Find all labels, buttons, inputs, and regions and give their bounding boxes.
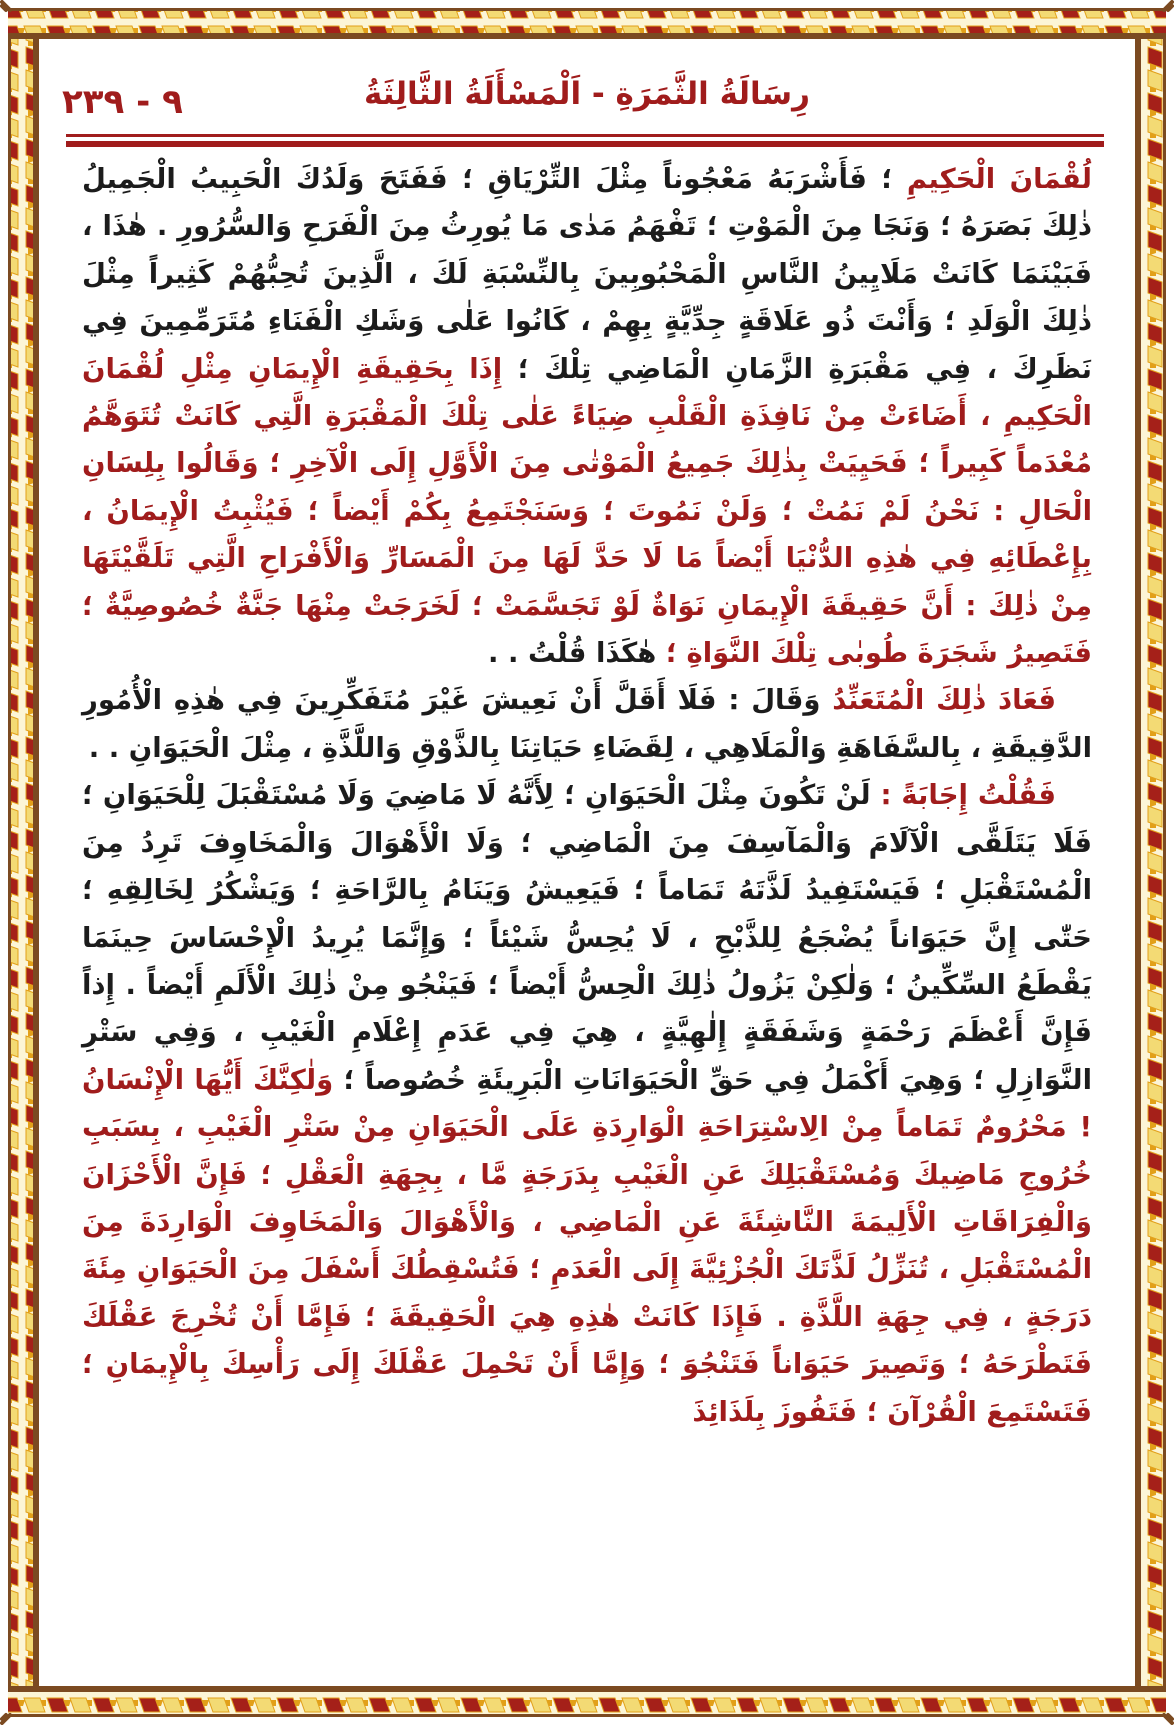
page-number: ٩ - ٢٣٩	[62, 82, 183, 122]
text-run: إِذَا بِحَقِيقَةِ الْإِيمَانِ مِثْلِ لُقْمَانَ الْحَكِيمِ ، أَضَاءَتْ مِنْ نَافِذَةِ الْقَلْبِ ضِيَاءً عَلٰى تِلْكَ الْمَقْبَرَةِ الَّتِي كَانَتْ تُتَوَهَّمُ مُعْدَماً كَبِيراً ؛ فَحَيِيَتْ بِذٰلِكَ جَمِيعُ الْمَوْتٰى مِنَ الْأَوَّلِ إِلَى الْآخِرِ ؛ وَقَالُوا بِلِسَانِ الْحَالِ : نَحْنُ لَمْ نَمُتْ ؛ وَلَنْ نَمُوتَ ؛ وَسَنَجْتَمِعُ بِكُمْ أَيْضاً ؛ فَيُثْبِتُ الْإِيمَانُ ، بِإِعْطَائِهِ فِي هٰذِهِ الدُّنْيَا أَيْضاً مَا لَا حَدَّ لَهَا مِنَ الْمَسَارِّ وَالْأَفْرَاحِ الَّتِي تَلَقَّيْتَهَا مِنْ ذٰلِكَ : أَنَّ حَقِيقَةَ الْإِيمَانِ نَوَاةٌ لَوْ تَجَسَّمَتْ ؛ لَخَرَجَتْ مِنْهَا جَنَّةٌ خُصُوصِيَّةٌ ؛ فَتَصِيرُ شَجَرَةَ طُوبٰى تِلْكَ النَّوَاةِ ؛	[82, 352, 1092, 670]
paragraph	[82, 156, 1092, 677]
text-run: ؛ فَأَشْرَبَهُ مَعْجُوناً مِثْلَ التِّرْيَاقِ ؛ فَفَتَحَ وَلَدُكَ الْحَبِيبُ الْجَمِيلُ ذٰلِكَ بَصَرَهُ ؛ وَنَجَا مِنَ الْمَوْتِ ؛ تَفْهَمُ مَدٰى مَا يُورِثُ مِنَ الْفَرَحِ وَالسُّرُورِ . هٰذَا ، فَبَيْنَمَا كَانَتْ مَلَايِينُ النَّاسِ الْمَحْبُوبِينَ بِالنِّسْبَةِ لَكَ ، الَّذِينَ تُحِبُّهُمْ كَثِيراً مِثْلَ ذٰلِكَ الْوَلَدِ ؛ وَأَنْتَ ذُو عَلَاقَةٍ جِدِّيَّةٍ بِهِمْ ، كَانُوا عَلٰى وَشَكِ الْفَنَاءِ مُتَرَمِّمِينَ فِي نَظَرِكَ ، فِي مَقْبَرَةِ الزَّمَانِ الْمَاضِي تِلْكَ ؛	[82, 163, 1092, 385]
text-run: لَنْ تَكُونَ مِثْلَ الْحَيَوَانِ ؛ لِأَنَّهُ لَا مَاضِيَ وَلَا مُسْتَقْبَلَ لِلْحَيَوَانِ ؛ فَلَا يَتَلَقَّى الْآلَامَ وَالْمَآسِفَ مِنَ الْمَاضِي ؛ وَلَا الْأَهْوَالَ وَالْمَخَاوِفَ تَرِدُ مِنَ الْمُسْتَقْبَلِ ؛ فَيَسْتَفِيدُ لَذَّتَهُ تَمَاماً ؛ فَيَعِيشُ وَيَنَامُ بِالرَّاحَةِ ؛ وَيَشْكُرُ لِخَالِقِهِ ؛ حَتّٰى إِنَّ حَيَوَاناً يُضْجَعُ لِلذَّبْحِ ، لَا يُحِسُّ شَيْئاً ؛ وَإِنَّمَا يُرِيدُ الْإِحْسَاسَ حِينَمَا يَقْطَعُ السِّكِّينُ ؛ وَلٰكِنْ يَزُولُ ذٰلِكَ الْحِسُّ أَيْضاً ؛ فَيَنْجُو مِنْ ذٰلِكَ الْأَلَمِ أَيْضاً . إِذاً فَإِنَّ أَعْظَمَ رَحْمَةٍ وَشَفَقَةٍ إِلٰهِيَّةٍ ، هِيَ فِي عَدَمِ إِعْلَامِ الْغَيْبِ ، وَفِي سَتْرِ النَّوَازِلِ ؛ وَهِيَ أَكْمَلُ فِي حَقِّ الْحَيَوَانَاتِ الْبَرِيئَةِ خُصُوصاً ؛	[82, 779, 1093, 1096]
page-title: رِسَالَةُ الثَّمَرَةِ - اَلْمَسْأَلَةُ الثَّالِثَةُ	[363, 76, 811, 112]
header-rule-thin	[66, 134, 1104, 137]
text-run: وَلٰكِنَّكَ أَيُّهَا الْإِنْسَانُ ! مَحْرُومٌ تَمَاماً مِنْ الِاسْتِرَاحَةِ الْوَارِدَةِ عَلَى الْحَيَوَانِ مِنْ سَتْرِ الْغَيْبِ ، بِسَبَبِ خُرُوجِ مَاضِيكَ وَمُسْتَقْبَلِكَ عَنِ الْغَيْبِ بِدَرَجَةٍ مَّا ، بِجِهَةِ الْعَقْلِ ؛ فَإِنَّ الْأَحْزَانَ وَالْفِرَاقَاتِ الْأَلِيمَةَ النَّاشِئَةَ عَنِ الْمَاضِي ، وَالْأَهْوَالَ وَالْمَخَاوِفَ الْوَارِدَةَ مِنَ الْمُسْتَقْبَلِ ، تُنَزِّلُ لَذَّتَكَ الْجُزْئِيَّةَ إِلَى الْعَدَمِ ؛ فَتُسْقِطُكَ أَسْفَلَ مِنَ الْحَيَوَانِ مِئَةَ دَرَجَةٍ ، فِي جِهَةِ اللَّذَّةِ . فَإِذَا كَانَتْ هٰذِهِ هِيَ الْحَقِيقَةَ ؛ فَإِمَّا أَنْ تُخْرِجَ عَقْلَكَ فَتَطْرَحَهُ ؛ وَتَصِيرَ حَيَوَاناً فَتَنْجُوَ ؛ وَإِمَّا أَنْ تَحْمِلَ عَقْلَكَ إِلَى رَأْسِكَ بِالْإِيمَانِ ؛ فَتَسْتَمِعَ الْقُرْآنَ ؛ فَتَفُوزَ بِلَذَائِذَ	[82, 1063, 1092, 1428]
text-run: هٰكَذَا قُلْتُ . .	[488, 637, 657, 670]
header-rule-thick	[66, 141, 1104, 147]
corner-ornament-bottom-right	[1164, 1715, 1172, 1723]
paragraph	[82, 677, 1092, 772]
corner-ornament-bottom-left	[2, 1715, 10, 1723]
text-body	[82, 156, 1092, 1655]
paragraph-lead-run: فَعَادَ ذٰلِكَ الْمُتَعَنِّدُ	[832, 684, 1056, 717]
paragraph	[82, 772, 1092, 1436]
paragraph-lead-run: فَقُلْتُ إِجَابَةً :	[880, 779, 1056, 812]
text-run: وَقَالَ : فَلَا أَقَلَّ أَنْ نَعِيشَ غَيْرَ مُتَفَكِّرِينَ فِي هٰذِهِ الْأُمُورِ الدَّقِيقَةِ ، بِالسَّفَاهَةِ وَالْمَلَاهِي ، لِقَضَاءِ حَيَاتِنَا بِالذَّوْقِ وَاللَّذَّةِ ، مِثْلَ الْحَيَوَانِ . .	[82, 684, 1092, 764]
corner-ornament-top-right	[1164, 2, 1172, 10]
corner-ornament-top-left	[2, 2, 10, 10]
paragraph-lead-run: لُقْمَانَ الْحَكِيمِ	[906, 163, 1093, 195]
